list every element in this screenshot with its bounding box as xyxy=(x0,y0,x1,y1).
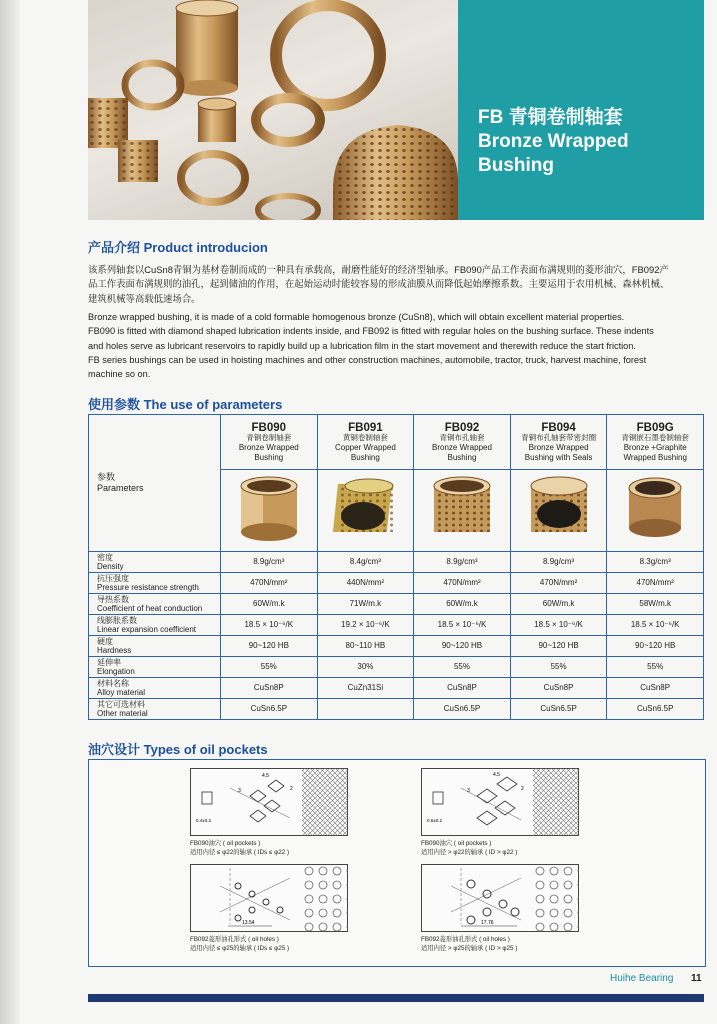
dim-label: 2 xyxy=(290,786,293,792)
intro-en-line: FB090 is fitted with diamond shaped lubrication indents inside, and FB092 is fitted with regular holes on the bushing surface. These indents xyxy=(88,326,654,337)
oil-heading: 油穴设计 Types of oil pockets xyxy=(88,742,268,757)
diagram-caption xyxy=(190,936,289,953)
table-row: 其它可选材料 Other material CuSn6.5P CuSn6.5P CuSn6.5P CuSn6.5P xyxy=(89,699,704,720)
dim-label: 4.5 xyxy=(262,773,269,779)
cell: 90~120 HB xyxy=(414,636,511,657)
diagram-caption xyxy=(421,936,517,953)
cell: 30% xyxy=(317,657,414,678)
cell: CuSn6.5P xyxy=(510,699,607,720)
fb094-bushing-image xyxy=(519,474,599,544)
hero-title-zh: FB 青铜卷制轴套 xyxy=(478,107,623,128)
cell: 8.9g/cm³ xyxy=(510,552,607,573)
diagram-caption xyxy=(190,840,289,857)
fb090-bushing-image xyxy=(229,474,309,544)
bushings-illustration xyxy=(88,0,458,220)
fb091-bushing-image xyxy=(325,474,405,544)
fb090-oil-pocket-diagram-small xyxy=(190,768,348,836)
cell: 80~110 HB xyxy=(317,636,414,657)
intro-zh-line: 品工作表面布满规则的油孔，起到储油的作用，在起始运动时能较容易的形成油膜从而降低起始摩擦系数。主要运用于农用机械、森林机械、 xyxy=(88,278,670,290)
dim-label: 17.76 xyxy=(481,920,494,926)
table-row: 抗压强度 Pressure resistance strength 470N/mm² 440N/mm² 470N/mm² 470N/mm² 470N/mm² xyxy=(89,573,704,594)
caption-line: 适用内径 ≤ φ22的轴承 ( IDs ≤ φ22 ) xyxy=(190,848,290,856)
cell: 18.5 × 10⁻⁶/K xyxy=(607,615,704,636)
cell: 60W/m.k xyxy=(510,594,607,615)
dim-label: 4.5 xyxy=(493,772,500,778)
hero-title xyxy=(478,106,698,178)
cell: 18.5 × 10⁻⁶/K xyxy=(221,615,318,636)
product-header: FB092 青铜布孔轴套 Bronze Wrapped Bushing xyxy=(414,415,511,470)
fb090-oil-pocket-diagram-large xyxy=(421,768,579,836)
fb092-oil-hole-diagram-large xyxy=(421,864,579,932)
cell xyxy=(317,699,414,720)
cell: 58W/m.k xyxy=(607,594,704,615)
fb092-bushing-image xyxy=(422,474,502,544)
cell: 470N/mm² xyxy=(510,573,607,594)
cell: CuSn6.5P xyxy=(221,699,318,720)
table-header-row xyxy=(89,415,704,470)
diagram-caption xyxy=(421,840,517,857)
hero-bushings-photo xyxy=(88,0,458,220)
cell: 60W/m.k xyxy=(221,594,318,615)
caption-line: 适用内径 > φ22的轴承 ( ID > φ22 ) xyxy=(421,848,518,856)
cell: CuSn8P xyxy=(221,678,318,699)
cell: 18.5 × 10⁻⁶/K xyxy=(510,615,607,636)
intro-zh-line: 该系列轴套以CuSn8青铜为基材卷制而成的一种具有承载高，耐磨性能好的经济型轴承。FB090产品工作表面布满规则的菱形油穴，FB092产 xyxy=(88,264,669,275)
cell: 18.5 × 10⁻⁶/K xyxy=(414,615,511,636)
dim-label: 2 xyxy=(521,786,524,792)
dim-label: 0.4±0.2 xyxy=(196,818,211,823)
cell: 470N/mm² xyxy=(607,573,704,594)
table-row: 密度 Density 8.9g/cm³ 8.4g/cm³ 8.9g/cm³ 8.9g/cm³ 8.3g/cm³ xyxy=(89,552,704,573)
cell: 55% xyxy=(510,657,607,678)
hero-title-en-1: Bronze Wrapped xyxy=(478,131,629,152)
cell: 55% xyxy=(414,657,511,678)
table-row: 线膨胀系数 Linear expansion coefficient 18.5 × 10⁻⁶/K 19.2 × 10⁻⁶/K 18.5 × 10⁻⁶/K 18.5 × 10⁻⁶/K 18.5 × 10⁻⁶/K xyxy=(89,615,704,636)
intro-heading: 产品介绍 Product introducion xyxy=(88,240,268,255)
parameters-label-cell xyxy=(89,415,221,552)
product-image-cell xyxy=(414,470,511,552)
product-header: FB091 黄铜卷制轴套 Copper Wrapped Bushing xyxy=(317,415,414,470)
caption-line: FB092菱形油孔形式 ( oil holes ) xyxy=(421,936,510,943)
intro-zh-line: 建筑机械等高载低速场合。 xyxy=(88,292,201,304)
table-row: 延伸率 Elongation 55% 30% 55% 55% 55% xyxy=(89,657,704,678)
cell: CuSn8P xyxy=(510,678,607,699)
cell: 60W/m.k xyxy=(414,594,511,615)
caption-line: 适用内径 ≤ φ25的轴承 ( IDs ≤ φ25 ) xyxy=(190,944,290,952)
cell: 90~120 HB xyxy=(607,636,704,657)
fb09g-bushing-image xyxy=(615,474,695,544)
intro-zh-text xyxy=(88,263,708,306)
cell: 90~120 HB xyxy=(510,636,607,657)
cell: CuZn31Si xyxy=(317,678,414,699)
table-row: 材料名称 Alloy material CuSn8P CuZn31Si CuSn8P CuSn8P CuSn8P xyxy=(89,678,704,699)
product-image-cell xyxy=(510,470,607,552)
footer-brand: Huihe Bearing xyxy=(610,973,674,984)
cell: 8.9g/cm³ xyxy=(221,552,318,573)
dim-label: 3 xyxy=(238,788,241,794)
parameters-label-zh: 参数 xyxy=(97,472,116,482)
cell: CuSn6.5P xyxy=(414,699,511,720)
caption-line: FB090油穴 ( oil pockets ) xyxy=(190,840,261,847)
fb092-oil-hole-diagram-small xyxy=(190,864,348,932)
cell: CuSn6.5P xyxy=(607,699,704,720)
caption-line: 适用内径 > φ25的轴承 ( ID > φ25 ) xyxy=(421,944,518,952)
intro-en-line: machine so on. xyxy=(88,369,151,380)
table-row: 导热系数 Coefficient of heat conduction 60W/m.k 71W/m.k 60W/m.k 60W/m.k 58W/m.k xyxy=(89,594,704,615)
cell: 8.4g/cm³ xyxy=(317,552,414,573)
intro-en-line: Bronze wrapped bushing, it is made of a cold formable homogenous bronze (CuSn8), which will obtain excellent material properties. xyxy=(88,312,625,322)
caption-line: FB090油穴 ( oil pockets ) xyxy=(421,840,492,847)
dim-label: 13.54 xyxy=(242,920,255,926)
cell: 440N/mm² xyxy=(317,573,414,594)
table-row: 硬度 Hardness 90~120 HB 80~110 HB 90~120 HB 90~120 HB 90~120 HB xyxy=(89,636,704,657)
product-header: FB094 青铜布孔轴套带密封圈 Bronze Wrapped Bushing with Seals xyxy=(510,415,607,470)
cell: 8.3g/cm³ xyxy=(607,552,704,573)
page-binding-shadow xyxy=(0,0,20,1024)
params-heading: 使用参数 The use of parameters xyxy=(88,397,283,412)
cell: 71W/m.k xyxy=(317,594,414,615)
product-image-cell xyxy=(317,470,414,552)
caption-line: FB092菱形油孔形式 ( oil holes ) xyxy=(190,936,279,943)
footer-bar xyxy=(88,994,704,1002)
cell: 470N/mm² xyxy=(221,573,318,594)
cell: 470N/mm² xyxy=(414,573,511,594)
hero-title-en-2: Bushing xyxy=(478,155,554,176)
product-header: FB090 青铜卷制轴套 Bronze Wrapped Bushing xyxy=(221,415,318,470)
dim-label: 3 xyxy=(467,788,470,794)
cell: CuSn8P xyxy=(414,678,511,699)
intro-en-text xyxy=(88,310,712,381)
parameters-label-en: Parameters xyxy=(97,483,144,493)
page-number: 11 xyxy=(691,973,702,984)
intro-en-line: and holes serve as lubricant reservoirs to rapidly build up a lubrication film in the start movement and therewith reduce the start friction. xyxy=(88,340,636,351)
dim-label: 0.6±0.2 xyxy=(427,818,442,823)
product-image-cell xyxy=(607,470,704,552)
cell: 8.9g/cm³ xyxy=(414,552,511,573)
parameters-table xyxy=(88,414,704,720)
cell: 55% xyxy=(607,657,704,678)
cell: CuSn8P xyxy=(607,678,704,699)
cell: 90~120 HB xyxy=(221,636,318,657)
product-image-cell xyxy=(221,470,318,552)
product-header: FB09G 青铜嵌石墨卷制轴套 Bronze +Graphite Wrapped Bushing xyxy=(607,415,704,470)
cell: 55% xyxy=(221,657,318,678)
intro-en-line: FB series bushings can be used in hoisting machines and other construction machines, automobile, tractor, truck, harvest machine, forest xyxy=(88,354,647,365)
cell: 19.2 × 10⁻⁶/K xyxy=(317,615,414,636)
oil-pockets-box xyxy=(88,759,706,967)
